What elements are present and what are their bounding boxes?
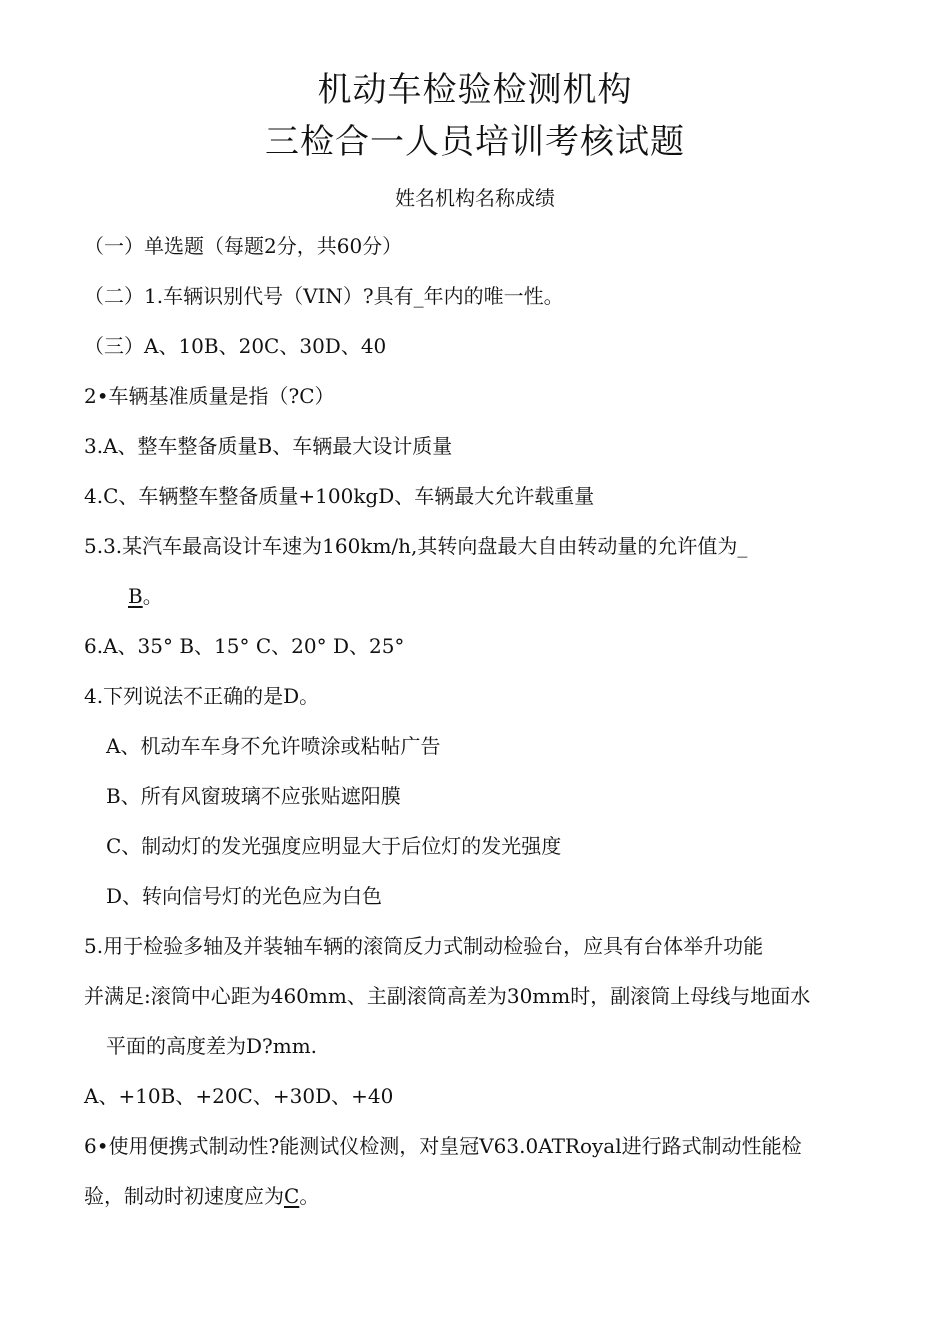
question-5-text-line-2: 并满足:滚筒中心距为460mm、主副滚筒高差为30mm时，副滚筒上母线与地面水 [84, 984, 811, 1008]
question-4-text: 4.下列说法不正确的是D。 [84, 684, 320, 708]
question-4-option-a: A、机动车车身不允许喷涂或粘帖广告 [106, 734, 441, 758]
question-2-options-a-b: 3.A、整车整备质量B、车辆最大设计质量 [84, 434, 453, 458]
question-3-answer: B [128, 584, 143, 608]
question-4-option-d: D、转向信号灯的光色应为白色 [106, 884, 383, 908]
question-5-text-line-1: 5.用于检验多轴及并装轴车辆的滚筒反力式制动检验台，应具有台体举升功能 [84, 934, 764, 958]
question-5-text-line-3: 平面的高度差为D?mm. [106, 1034, 318, 1058]
candidate-info-line: 姓名机构名称成绩 [395, 186, 555, 210]
page-title-line-1: 机动车检验检测机构 [317, 70, 633, 110]
question-6-text-prefix: 验，制动时初速度应为 [84, 1184, 284, 1208]
question-4-option-c: C、制动灯的发光强度应明显大于后位灯的发光强度 [106, 834, 562, 858]
question-3-text: 5.3.某汽车最高设计车速为160km/h,其转向盘最大自由转动量的允许值为_ [84, 534, 748, 558]
page-title-line-2: 三检合一人员培训考核试题 [265, 122, 685, 162]
question-2-text: 2•车辆基准质量是指（?C） [84, 384, 335, 408]
question-6-text-line-1: 6•使用便携式制动性?能测试仪检测，对皇冠V63.0ATRoyal进行路式制动性能检 [84, 1134, 802, 1158]
question-6-answer-suffix: 。 [299, 1184, 320, 1208]
question-1-text: （二）1.车辆识别代号（VIN）?具有_年内的唯一性。 [84, 284, 564, 308]
question-2-options-c-d: 4.C、车辆整车整备质量+100kgD、车辆最大允许载重量 [84, 484, 595, 508]
question-4-option-b: B、所有风窗玻璃不应张贴遮阳膜 [106, 784, 401, 808]
question-3-options: 6.A、35° B、15° C、20° D、25° [84, 634, 405, 658]
question-1-options: （三）A、10B、20C、30D、40 [84, 334, 387, 358]
question-3-answer-suffix: 。 [142, 584, 163, 608]
question-5-options: A、+10B、+20C、+30D、+40 [84, 1084, 394, 1108]
question-6-text-line-2 [84, 1186, 319, 1206]
question-6-answer: C [284, 1184, 300, 1208]
section-heading-single-choice: （一）单选题（每题2分，共60分） [84, 234, 403, 258]
question-3-answer-line [128, 586, 163, 606]
